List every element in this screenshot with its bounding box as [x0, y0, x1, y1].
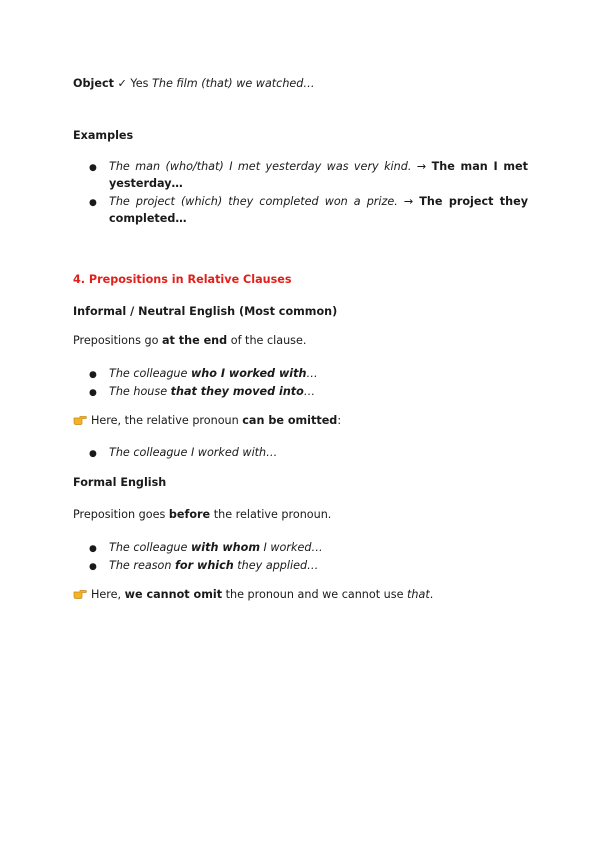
item-bold: who I worked with	[190, 367, 307, 380]
yes-text: Yes	[130, 77, 149, 90]
check-mark: ✓	[117, 77, 127, 90]
object-example: The film (that) we watched…	[152, 77, 315, 90]
item-text: I worked…	[263, 541, 323, 554]
item-text: The house	[109, 385, 168, 398]
informal-item-1	[109, 365, 318, 382]
object-row	[73, 77, 315, 91]
bullet: ●	[89, 370, 97, 380]
intro-text: Preposition goes	[73, 508, 166, 521]
bullet: ●	[89, 163, 97, 173]
formal-item-1	[109, 539, 323, 556]
note-text: the pronoun and we cannot use	[225, 588, 404, 601]
note-bold: we cannot omit	[124, 588, 223, 601]
section-heading: 4. Prepositions in Relative Clauses	[73, 273, 292, 286]
intro-text: the relative pronoun.	[213, 508, 332, 521]
formal-intro	[73, 508, 331, 522]
bullet: ●	[89, 449, 97, 459]
intro-text: of the clause.	[230, 334, 307, 347]
note-text: :	[337, 414, 342, 427]
item-bold: that they moved into	[170, 385, 304, 398]
informal-heading: Informal / Neutral English (Most common)	[73, 305, 338, 318]
note-italic: that	[407, 588, 430, 601]
intro-bold: at the end	[162, 334, 228, 347]
informal-intro	[73, 334, 306, 348]
bullet: ●	[89, 544, 97, 554]
item-text: The colleague	[109, 541, 188, 554]
example-item-bold: The project they completed…	[109, 195, 528, 225]
formal-item-2	[109, 557, 318, 574]
item-text: …	[306, 367, 318, 380]
intro-bold: before	[168, 508, 211, 521]
example-item-bold: The man I met yesterday…	[109, 160, 528, 190]
item-text: …	[303, 385, 316, 398]
cannot-omit-note	[73, 587, 433, 602]
intro-text: Prepositions go	[73, 334, 159, 347]
example-item-2	[109, 193, 528, 227]
pointing-hand-icon	[73, 587, 87, 599]
example-item-1	[109, 158, 528, 192]
note-text: .	[429, 588, 434, 601]
note-bold: can be omitted	[242, 414, 338, 427]
examples-heading: Examples	[73, 129, 134, 142]
bullet: ●	[89, 388, 97, 398]
item-text: they applied…	[237, 559, 319, 572]
item-text: The colleague	[109, 367, 188, 380]
bullet: ●	[89, 562, 97, 572]
pointing-hand-icon	[73, 413, 87, 425]
object-label: Object	[73, 77, 114, 90]
item-bold: with whom	[190, 541, 260, 554]
omitted-example: The colleague I worked with…	[109, 446, 278, 459]
item-text: The reason	[109, 559, 172, 572]
formal-heading: Formal English	[73, 476, 167, 489]
note-text: Here, the relative pronoun	[91, 414, 239, 427]
bullet: ●	[89, 198, 97, 208]
item-bold: for which	[175, 559, 234, 572]
informal-item-2	[109, 383, 315, 400]
example-item-italic: The project (which) they completed won a prize. →	[109, 195, 414, 208]
note-text: Here,	[91, 588, 122, 601]
omit-note	[73, 413, 341, 428]
example-item-italic: The man (who/that) I met yesterday was very kind. →	[109, 160, 427, 173]
